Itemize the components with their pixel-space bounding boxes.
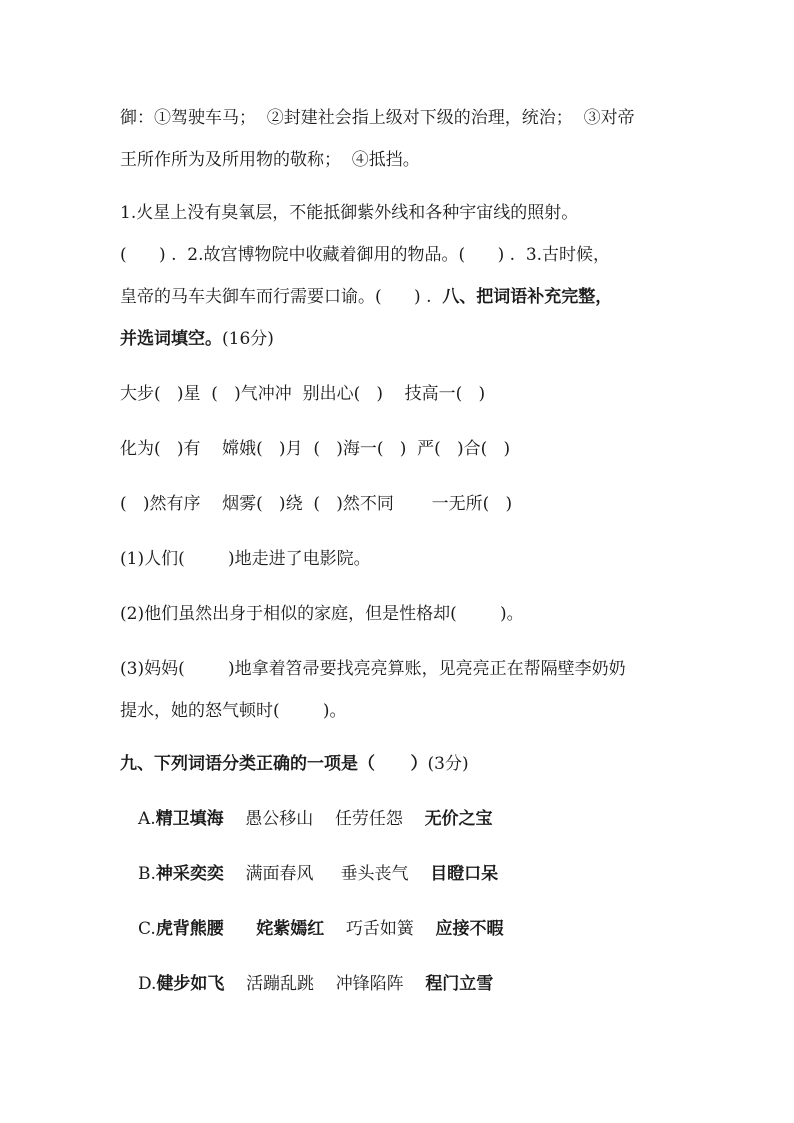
fill-question-1: (1)人们( )地走进了电影院。 <box>120 549 371 569</box>
section8-heading-cont: 并选词填空。 <box>120 329 222 349</box>
option-b <box>138 862 498 886</box>
option-word: 垂头丧气 <box>340 864 409 884</box>
option-letter: A. <box>138 809 156 829</box>
option-word: 目瞪口呆 <box>430 864 499 884</box>
option-word: 巧舌如簧 <box>345 919 414 939</box>
section8-score: (16分) <box>222 329 274 349</box>
fill-question-3-line-2: 提水，她的怒气顿时( )。 <box>120 701 347 721</box>
option-d <box>138 972 493 996</box>
idiom-row-3: ( )然有序 烟雾( )绕 ( )然不同 一无所( ) <box>120 494 513 514</box>
option-word: 应接不暇 <box>435 919 504 939</box>
option-word: 愚公移山 <box>245 809 314 829</box>
idiom-row-2: 化为( )有 嫦娥( )月 ( )海一( ) 严( )合( ) <box>120 439 511 459</box>
option-a <box>138 807 493 831</box>
section9-heading-line <box>120 752 469 776</box>
option-word: 程门立雪 <box>425 974 494 994</box>
option-word: 精卫填海 <box>155 809 224 829</box>
option-word: 姹紫嫣红 <box>256 919 325 939</box>
option-letter: B. <box>138 864 156 884</box>
sentence-line-3 <box>120 285 612 309</box>
option-letter: D. <box>138 974 157 994</box>
option-word: 冲锋陷阵 <box>335 974 404 994</box>
sentence-line-4 <box>120 327 274 351</box>
fill-question-3-line-1: (3)妈妈( )地拿着笤帚要找亮亮算账，见亮亮正在帮隔壁李奶奶 <box>120 659 626 679</box>
option-word: 虎背熊腰 <box>155 919 224 939</box>
option-word: 活蹦乱跳 <box>246 974 315 994</box>
definition-line-2: 王所作所为及所用物的敬称； ④抵挡。 <box>120 150 420 170</box>
option-word: 满面春风 <box>245 864 314 884</box>
option-word: 健步如飞 <box>156 974 225 994</box>
sentence-line-1: 1.火星上没有臭氧层，不能抵御紫外线和各种宇宙线的照射。 <box>120 203 579 223</box>
option-word: 任劳任怨 <box>334 809 403 829</box>
section8-heading: 八、把词语补充完整， <box>442 287 613 307</box>
option-word: 神采奕奕 <box>155 864 224 884</box>
option-c <box>138 917 504 941</box>
section9-score: (3分) <box>427 754 469 774</box>
section9-heading: 九、下列词语分类正确的一项是（ ） <box>120 754 428 774</box>
sentence-line-3-text: 皇帝的马车夫御车而行需要口谕。( ) . <box>120 287 443 307</box>
definition-line-1: 御：①驾驶车马； ②封建社会指上级对下级的治理，统治； ③对帝 <box>120 108 635 128</box>
idiom-row-1: 大步( )星 ( )气冲冲 别出心( ) 技高一( ) <box>120 384 486 404</box>
sentence-line-2: ( ) . 2.故宫博物院中收藏着御用的物品。( ) . 3.古时候， <box>120 245 611 265</box>
option-word: 无价之宝 <box>424 809 493 829</box>
option-letter: C. <box>138 919 156 939</box>
fill-question-2: (2)他们虽然出身于相似的家庭，但是性格却( )。 <box>120 604 524 624</box>
